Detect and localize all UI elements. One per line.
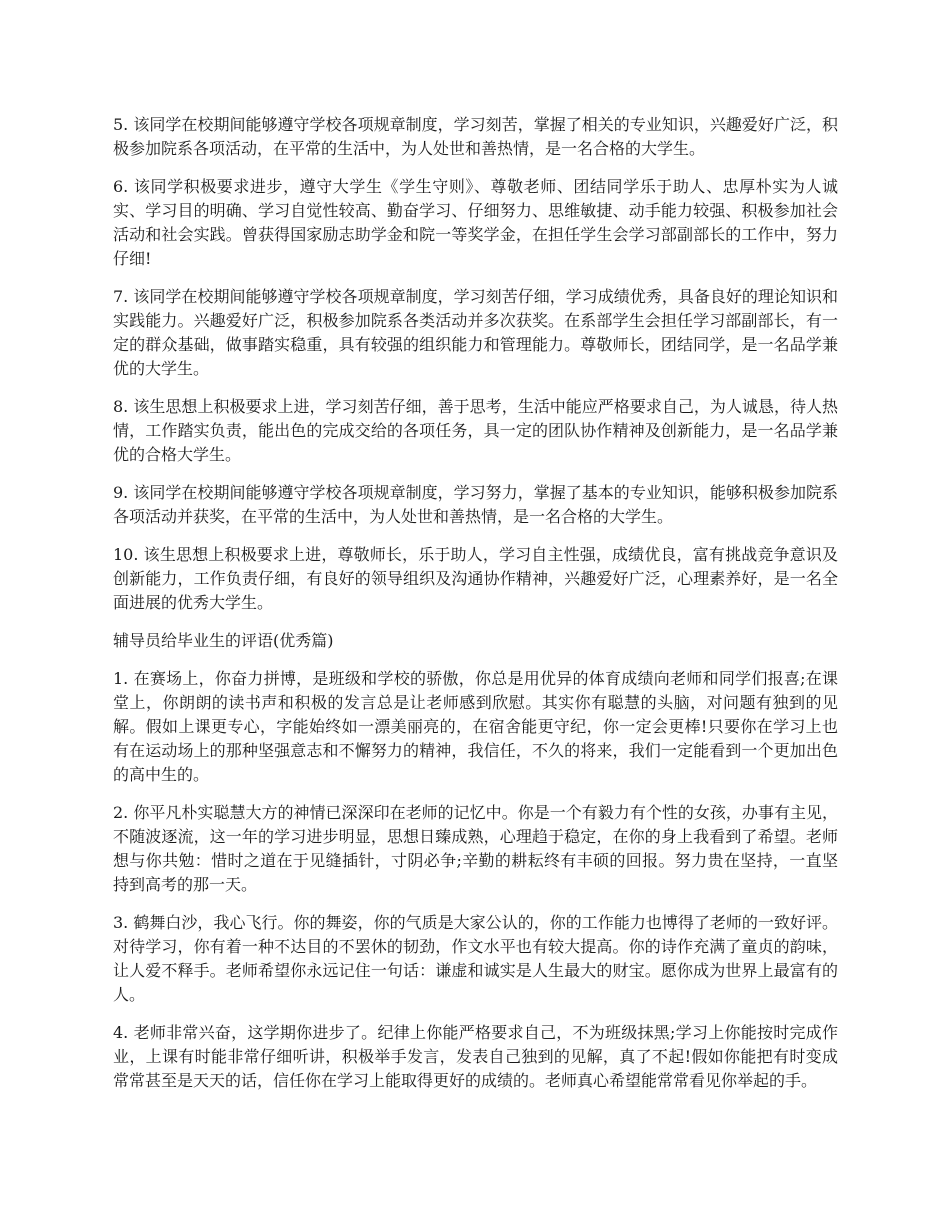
excellent-comment-paragraph-3: 3. 鹤舞白沙，我心飞行。你的舞姿，你的气质是大家公认的，你的工作能力也博得了老师的一致好评。对待学习，你有着一种不达目的不罢休的韧劲，作文水平也有较大提高。你的诗作充满了童贞的韵味，让人爱不释手。老师希望你永远记住一句话：谦虚和诚实是人生最大的财宝。愿你成为世界上最富有的人。	[113, 913, 838, 1004]
comment-paragraph-6: 6. 该同学积极要求进步，遵守大学生《学生守则》、尊敬老师、团结同学乐于助人、忠厚朴实为人诚实、学习目的明确、学习自觉性较高、勤奋学习、仔细努力、思维敏捷、动手能力较强、积极参加社会活动和社会实践。曾获得国家励志助学金和院一等奖学金，在担任学生会学习部副部长的工作中，努力仔细!	[113, 177, 838, 268]
comment-paragraph-7: 7. 该同学在校期间能够遵守学校各项规章制度，学习刻苦仔细，学习成绩优秀，具备良好的理论知识和实践能力。兴趣爱好广泛，积极参加院系各类活动并多次获奖。在系部学生会担任学习部副部长，有一定的群众基础，做事踏实稳重，具有较强的组织能力和管理能力。尊敬师长，团结同学，是一名品学兼优的大学生。	[113, 287, 838, 378]
comment-paragraph-8: 8. 该生思想上积极要求上进，学习刻苦仔细，善于思考，生活中能应严格要求自己，为人诚恳，待人热情，工作踏实负责，能出色的完成交给的各项任务，具一定的团队协作精神及创新能力，是一名品学兼优的合格大学生。	[113, 397, 838, 464]
comment-paragraph-9: 9. 该同学在校期间能够遵守学校各项规章制度，学习努力，掌握了基本的专业知识，能够积极参加院系各项活动并获奖，在平常的生活中，为人处世和善热情，是一名合格的大学生。	[113, 483, 838, 526]
excellent-comment-paragraph-4: 4. 老师非常兴奋，这学期你进步了。纪律上你能严格要求自己，不为班级抹黑;学习上你能按时完成作业，上课有时能非常仔细听讲，积极举手发言，发表自己独到的见解，真了不起!假如你能把有时变成常常甚至是天天的话，信任你在学习上能取得更好的成绩的。老师真心希望能常常看见你举起的手。	[113, 1023, 838, 1090]
excellent-comment-paragraph-2: 2. 你平凡朴实聪慧大方的神情已深深印在老师的记忆中。你是一个有毅力有个性的女孩，办事有主见，不随波逐流，这一年的学习进步明显，思想日臻成熟，心理趋于稳定，在你的身上我看到了希望。老师想与你共勉：惜时之道在于见缝插针，寸阴必争;辛勤的耕耘终有丰硕的回报。努力贵在坚持，一直坚持到高考的那一天。	[113, 803, 838, 894]
section-heading: 辅导员给毕业生的评语(优秀篇)	[113, 631, 334, 650]
comment-paragraph-5: 5. 该同学在校期间能够遵守学校各项规章制度，学习刻苦，掌握了相关的专业知识，兴趣爱好广泛，积极参加院系各项活动，在平常的生活中，为人处世和善热情，是一名合格的大学生。	[113, 115, 838, 158]
comment-paragraph-10: 10. 该生思想上积极要求上进，尊敬师长，乐于助人，学习自主性强，成绩优良，富有挑战竞争意识及创新能力，工作负责仔细，有良好的领导组织及沟通协作精神，兴趣爱好广泛，心理素养好，是一名全面进展的优秀大学生。	[113, 545, 838, 612]
excellent-comment-paragraph-1: 1. 在赛场上，你奋力拼博，是班级和学校的骄傲，你总是用优异的体育成绩向老师和同学们报喜;在课堂上，你朗朗的读书声和积极的发言总是让老师感到欣慰。其实你有聪慧的头脑，对问题有独到的见解。假如上课更专心，字能始终如一漂美丽亮的，在宿舍能更守纪，你一定会更棒!只要你在学习上也有在运动场上的那种坚强意志和不懈努力的精神，我信任，不久的将来，我们一定能看到一个更加出色的高中生的。	[113, 669, 838, 784]
